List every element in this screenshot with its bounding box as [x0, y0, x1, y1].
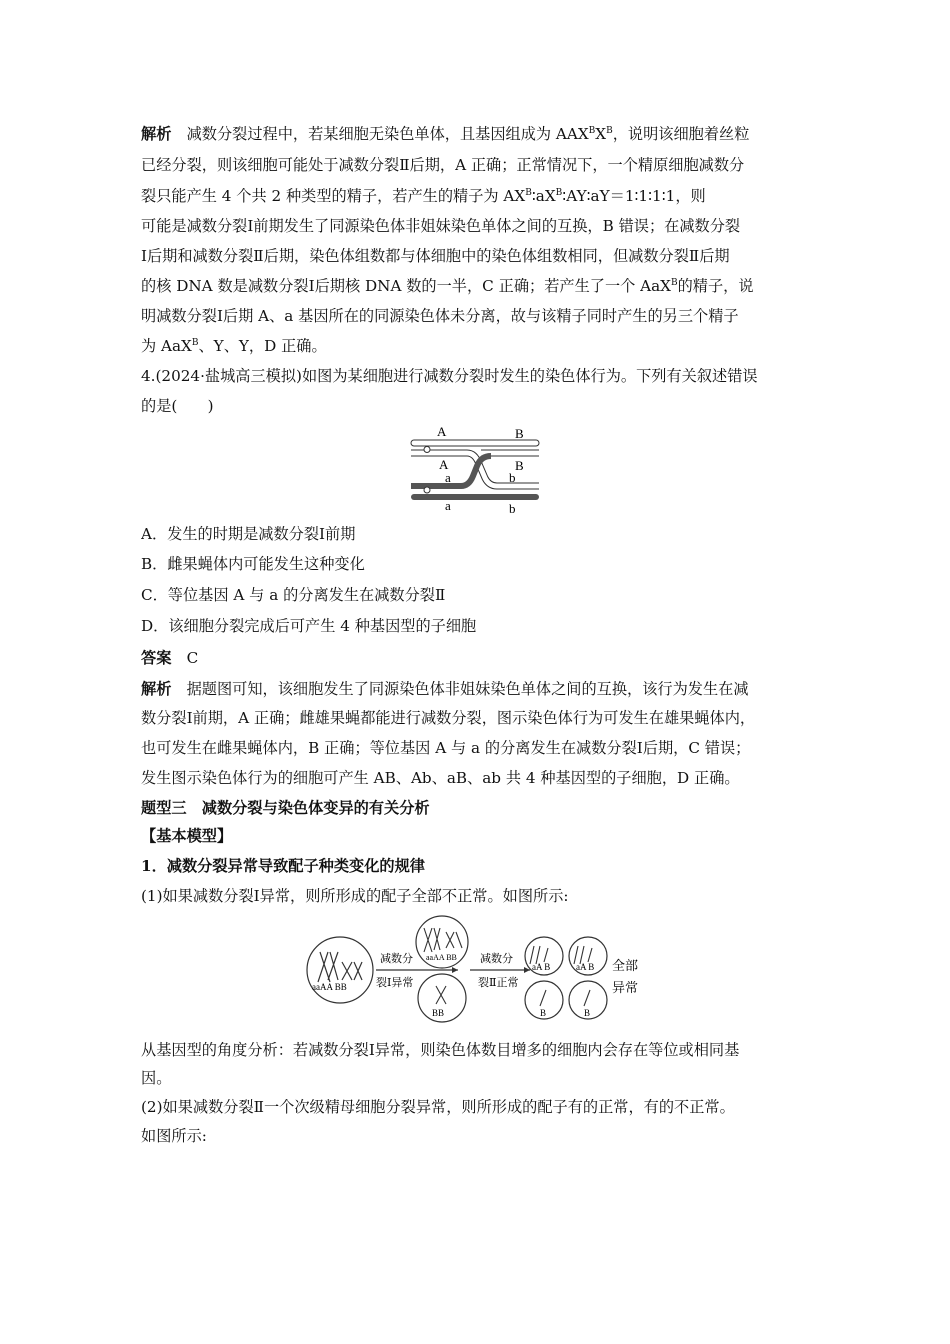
- answer-line: [141, 648, 821, 668]
- arrow-1-label-bottom: 裂Ⅰ异常: [376, 977, 414, 989]
- analysis-line-8: 为 AaX$^B$、Y、Y，D 正确。: [141, 337, 327, 355]
- meiosis-i-abnormal-figure: [300, 914, 660, 1026]
- question-4-stem-1: 4.(2024·盐城高三模拟)如图为某细胞进行减数分裂时发生的染色体行为。下列有关叙述错误: [141, 367, 758, 385]
- parent-genes: aaAA BB: [312, 982, 347, 992]
- crossover-figure: [405, 424, 545, 516]
- paragraph-2-line-1: 从基因型的角度分析：若减数分裂Ⅰ异常，则染色体数目增多的细胞内会存在等位或相同基: [141, 1041, 740, 1059]
- option-a: A．发生的时期是减数分裂Ⅰ前期: [141, 525, 356, 543]
- option-c: C．等位基因 A 与 a 的分离发生在减数分裂Ⅱ: [141, 586, 446, 604]
- paragraph-4: 如图所示:: [141, 1127, 207, 1145]
- analysis2-line-3: 也可发生在雌果蝇体内，B 正确；等位基因 A 与 a 的分离发生在减数分裂Ⅰ后期，C 错误；: [141, 739, 751, 757]
- analysis-line-2: 已经分裂，则该细胞可能处于减数分裂Ⅱ后期，A 正确；正常情况下，一个精原细胞减数分: [141, 156, 745, 174]
- centromere-bottom: [424, 487, 430, 493]
- analysis-label: 解析: [141, 125, 172, 143]
- label-mid-b: b: [509, 470, 516, 485]
- analysis-line-5: Ⅰ后期和减数分裂Ⅱ后期，染色体组数都与体细胞中的染色体组数相同，但减数分裂Ⅱ后期: [141, 247, 730, 265]
- analysis-line-3: 裂只能产生 4 个共 2 种类型的精子，若产生的精子为 $AX^B∶aX^B∶AY∶aY=1∶1∶1∶1$，则: [141, 187, 706, 205]
- option-d: D．该细胞分裂完成后可产生 4 种基因型的子细胞: [141, 617, 477, 635]
- rule-1-heading: 1．减数分裂异常导致配子种类变化的规律: [141, 857, 425, 875]
- paragraph-3: (2)如果减数分裂Ⅱ一个次级精母细胞分裂异常，则所形成的配子有的正常，有的不正常。: [141, 1098, 735, 1116]
- label-mid-B: B: [515, 458, 524, 473]
- analysis2-line-1: 解析 据题图可知，该细胞发生了同源染色体非姐妹染色单体之间的互换，该行为发生在减: [141, 680, 749, 698]
- analysis-line-1: 解析 减数分裂过程中，若某细胞无染色单体，且基因组成为 $AAX^BX^B$，说明该细胞着丝粒: [141, 125, 750, 143]
- analysis2-line-2: 数分裂Ⅰ前期，A 正确；雌雄果蝇都能进行减数分裂，图示染色体行为可发生在雄果蝇体内，: [141, 709, 756, 727]
- label-mid-a: a: [445, 470, 451, 485]
- paragraph-1: (1)如果减数分裂Ⅰ异常，则所形成的配子全部不正常。如图所示:: [141, 887, 569, 905]
- label-bot-a: a: [445, 498, 451, 513]
- gamete-2-genes: aA B: [576, 962, 595, 972]
- answer-label: 答案: [141, 649, 172, 667]
- secondary-cell-2-genes: BB: [432, 1008, 445, 1018]
- gamete-1-genes: aA B: [532, 962, 551, 972]
- secondary-cell-1-genes: aaAA BB: [426, 953, 457, 962]
- chromatid-bottom: [411, 494, 539, 500]
- label-bot-b: b: [509, 501, 516, 516]
- arrow-2-label-top: 减数分: [480, 953, 513, 965]
- gamete-4-genes: B: [584, 1008, 591, 1018]
- parent-cell: [307, 937, 373, 1003]
- result-label-1: 全部: [612, 958, 639, 973]
- analysis-line-4: 可能是减数分裂Ⅰ前期发生了同源染色体非姐妹染色单体之间的互换，B 错误；在减数分裂: [141, 217, 741, 235]
- centromere-top: [424, 447, 430, 453]
- basic-model-heading: 【基本模型】: [141, 827, 233, 845]
- arrow-1-head: [452, 967, 458, 973]
- question-4-stem-2: 的是( ): [141, 397, 214, 415]
- analysis-line-7: 明减数分裂Ⅰ后期 A、a 基因所在的同源染色体未分离，故与该精子同时产生的另三个精子: [141, 307, 739, 325]
- analysis2-line-4: 发生图示染色体行为的细胞可产生 AB、Ab、aB、ab 共 4 种基因型的子细胞，D 正确。: [141, 769, 740, 787]
- arrow-2-label-bottom: 裂Ⅱ正常: [478, 977, 519, 989]
- analysis-line-6: 的核 DNA 数是减数分裂Ⅰ后期核 DNA 数的一半，C 正确；若产生了一个 AaX$^B$的精子，说: [141, 277, 754, 295]
- analysis2-label: 解析: [141, 680, 172, 698]
- label-top-A: A: [437, 424, 447, 439]
- paragraph-2-line-2: 因。: [141, 1069, 172, 1087]
- answer-value: C: [186, 649, 199, 667]
- result-label-2: 异常: [612, 980, 639, 995]
- label-mid-A: A: [439, 457, 449, 472]
- arrow-1-label-top: 减数分: [380, 953, 413, 965]
- option-b: B．雌果蝇体内可能发生这种变化: [141, 555, 365, 573]
- label-top-B: B: [515, 426, 524, 441]
- section-title: 题型三 减数分裂与染色体变异的有关分析: [141, 799, 430, 817]
- gamete-3-genes: B: [540, 1008, 547, 1018]
